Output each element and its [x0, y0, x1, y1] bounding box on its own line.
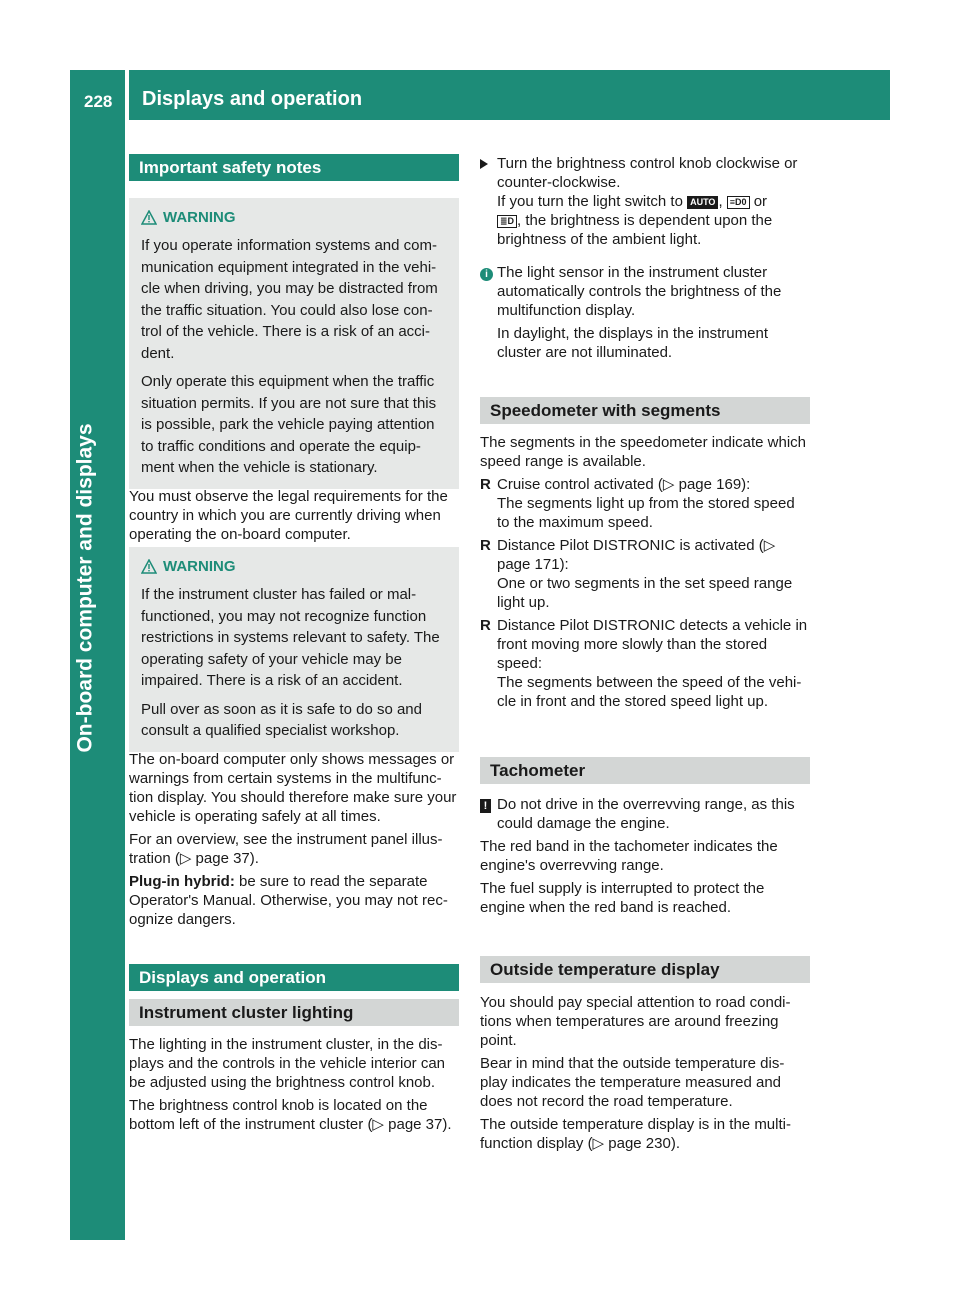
- body-text: You must observe the legal requirements for the country in which you are currently driving when operating the on-board computer.: [129, 488, 448, 543]
- body-text: The red band in the tachometer indicates the engine's overrevving range.: [480, 838, 778, 874]
- plug-in-hybrid-label: Plug-in hybrid:: [129, 873, 235, 890]
- temperature-content: [480, 993, 810, 1157]
- list-item: [480, 475, 810, 536]
- body-text: The brightness control knob is located on the bottom left of the instrument cluster (▷ page 37).: [129, 1097, 452, 1133]
- page-header: [70, 70, 890, 120]
- warning-box-2: [129, 547, 459, 752]
- auto-light-icon: AUTO: [687, 196, 718, 209]
- tachometer-content: [480, 795, 810, 921]
- body-text: Bear in mind that the outside temperature dis-play indicates the temperature measured and does not record the road temperature.: [480, 1055, 785, 1110]
- caution-note: [480, 795, 810, 837]
- page-number: 228: [84, 92, 113, 111]
- speedometer-content: [480, 433, 810, 715]
- chapter-title: Displays and operation: [142, 88, 363, 110]
- warning-text: If the instrument cluster has failed or mal-functioned, you may not recognize function restrictions in systems relevant to safety. The operating safety of your vehicle may be impaired. There is a risk of an accident.: [141, 586, 440, 689]
- body-text: The on-board computer only shows messages or warnings from certain systems in the multifunc-tion display. You should therefore make sure your vehicle is operating safely at all times.: [129, 751, 457, 825]
- info-note: [480, 263, 810, 366]
- warning-text: If you operate information systems and com-munication equipment integrated in the vehi-cle when driving, you may be distracted from the traffic situation. You could also lose con-trol of the vehicle. There is a risk of an acci-dent.: [141, 237, 438, 362]
- warning-text: Pull over as soon as it is safe to do so and consult a qualified specialist workshop.: [141, 700, 422, 739]
- warning-label: WARNING: [163, 558, 236, 575]
- caution-icon: !: [480, 799, 491, 813]
- info-text: In daylight, the displays in the instrument cluster are not illuminated.: [497, 325, 768, 361]
- info-icon: i: [480, 268, 493, 281]
- paragraph-onboard: [129, 750, 459, 933]
- section-instrument-cluster-lighting: Instrument cluster lighting: [129, 999, 459, 1026]
- body-text: The lighting in the instrument cluster, in the dis-plays and the controls in the vehicle interior can be adjusted using the brightness control knob.: [129, 1036, 446, 1091]
- step-text: Turn the brightness control knob clockwise or counter-clockwise.: [497, 155, 798, 191]
- body-text: The outside temperature display is in the multi-function display (▷ page 230).: [480, 1116, 791, 1152]
- section-displays-and-operation: Displays and operation: [129, 964, 459, 991]
- body-text: For an overview, see the instrument panel illus-tration (▷ page 37).: [129, 831, 443, 867]
- list-item-text: Cruise control activated (▷ page 169):: [497, 476, 751, 493]
- section-outside-temperature-display: Outside temperature display: [480, 956, 810, 983]
- bullet-icon: R: [480, 617, 491, 634]
- warning-box-1: [129, 198, 459, 489]
- body-text: You should pay special attention to road condi-tions when temperatures are around freezing point.: [480, 994, 791, 1049]
- bullet-icon: R: [480, 476, 491, 493]
- low-beam-icon: ≣D: [497, 215, 517, 228]
- bullet-icon: R: [480, 537, 491, 554]
- body-text: The segments in the speedometer indicate which speed range is available.: [480, 434, 807, 470]
- warning-heading: [141, 557, 451, 576]
- header-divider: [125, 70, 129, 120]
- paragraph-lighting: [129, 1035, 459, 1138]
- body-text: The fuel supply is interrupted to protect the engine when the red band is reached.: [480, 880, 765, 916]
- list-item-text: Distance Pilot DISTRONIC detects a vehicle in front moving more slowly than the stored speed:: [497, 617, 808, 672]
- warning-triangle-icon: [141, 559, 157, 574]
- body-text: [129, 872, 459, 929]
- section-tachometer: Tachometer: [480, 757, 810, 784]
- caution-text: Do not drive in the overrevving range, as this could damage the engine.: [497, 796, 795, 832]
- warning-heading: [141, 208, 451, 227]
- step-arrow-icon: [480, 159, 488, 169]
- list-item-subtext: One or two segments in the set speed range light up.: [497, 575, 793, 611]
- plug-in-hybrid-text: be sure to read the separate Operator's Manual. Otherwise, you may not rec-ognize dangers.: [129, 873, 448, 928]
- warning-label: WARNING: [163, 209, 236, 226]
- instruction-step: [480, 154, 810, 263]
- brightness-instructions: [480, 154, 810, 366]
- list-item: [480, 536, 810, 616]
- side-tab-label: On-board computer and displays: [73, 423, 97, 753]
- section-important-safety-notes: Important safety notes: [129, 154, 459, 181]
- section-speedometer-with-segments: Speedometer with segments: [480, 397, 810, 424]
- info-text: The light sensor in the instrument cluster automatically controls the brightness of the multifunction display.: [497, 264, 782, 319]
- warning-triangle-icon: [141, 210, 157, 225]
- list-item-subtext: The segments light up from the stored speed to the maximum speed.: [497, 495, 795, 531]
- list-item-subtext: The segments between the speed of the vehi-cle in front and the stored speed light up.: [497, 674, 802, 710]
- list-item: [480, 616, 810, 715]
- list-item-text: Distance Pilot DISTRONIC is activated (▷ page 171):: [497, 537, 776, 573]
- step-text: If you turn the light switch to AUTO , ≡D0 or ≣D , the brightness is dependent upon the brightness of the ambient light.: [497, 193, 773, 248]
- warning-text: Only operate this equipment when the traffic situation permits. If you are not sure that this is possible, park the vehicle paying attention to traffic conditions and operate the equip-ment when the vehicle is stationary.: [141, 373, 437, 476]
- paragraph-legal: [129, 487, 459, 548]
- side-lamps-icon: ≡D0: [727, 196, 750, 209]
